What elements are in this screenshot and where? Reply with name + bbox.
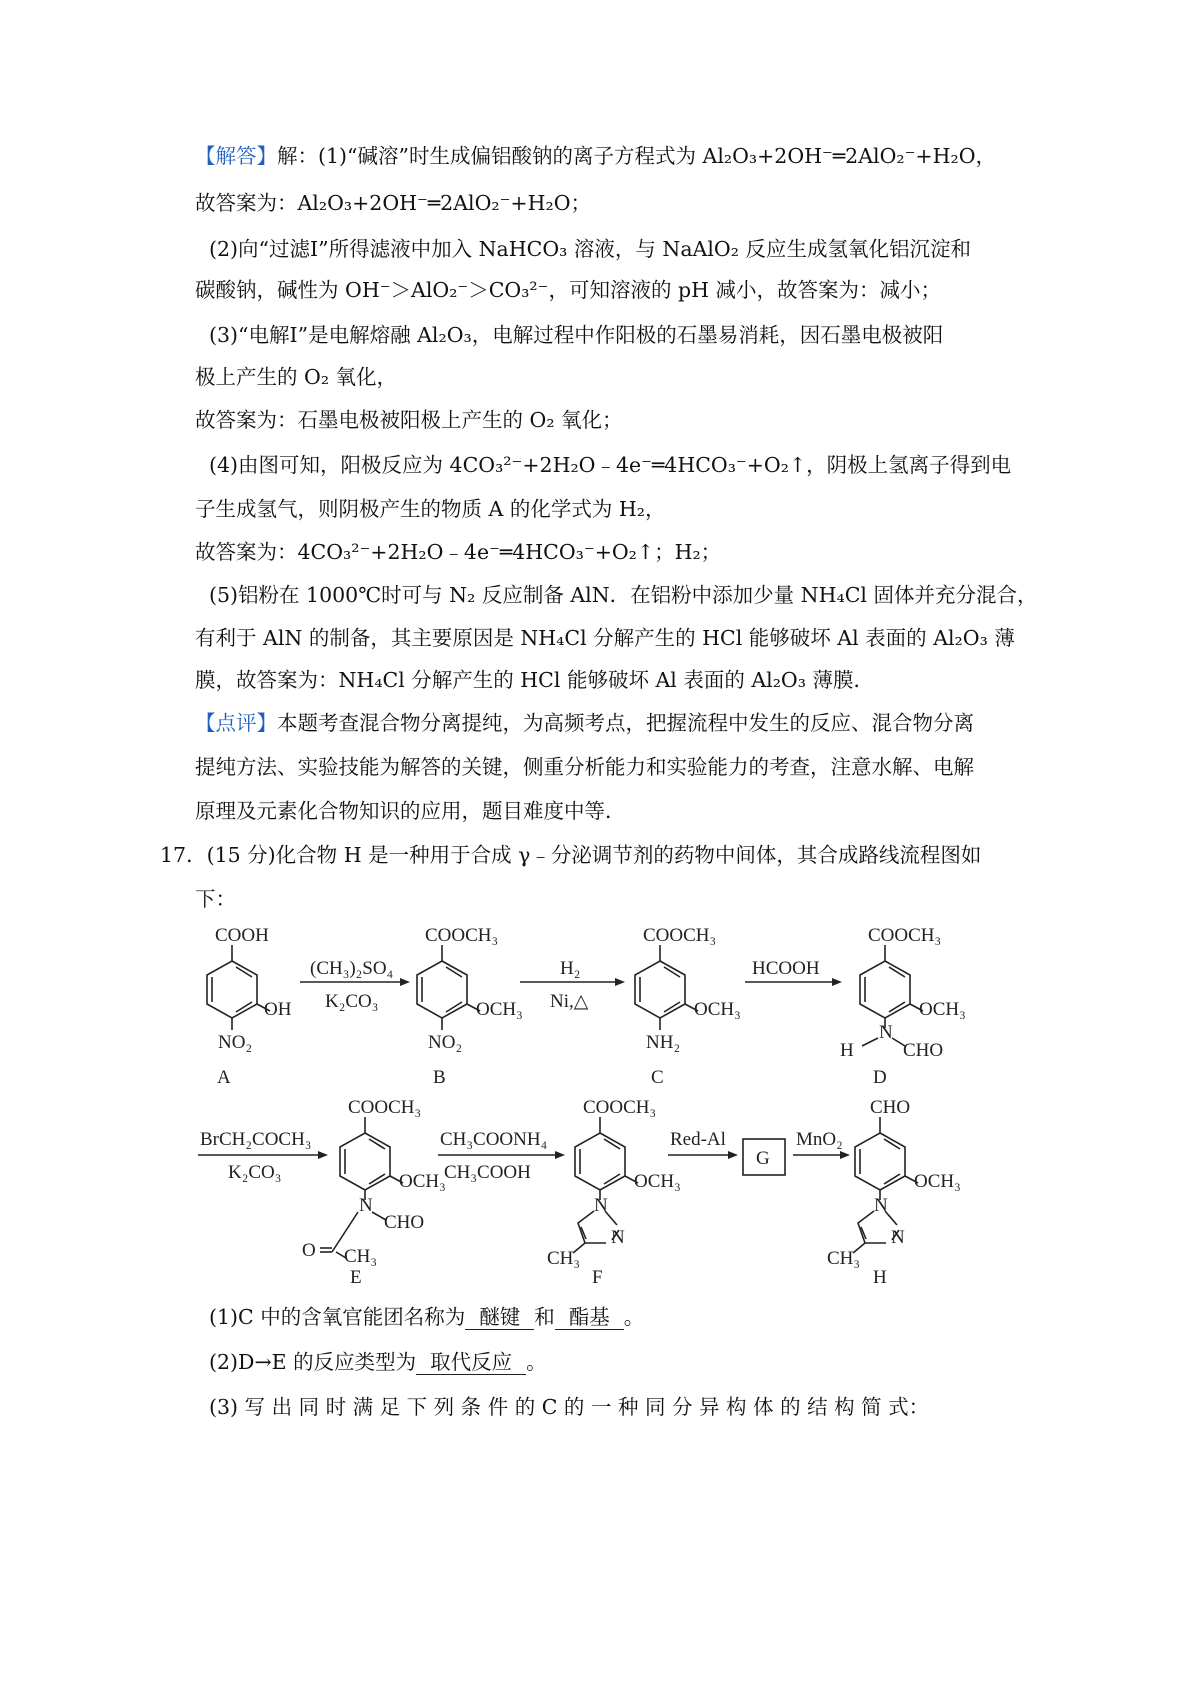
comment-line-1: [195, 708, 974, 738]
reagent-ab-bot: K₂CO₃: [325, 991, 379, 1012]
compound-c-structure: [635, 945, 698, 1030]
e-cho: CHO: [384, 1212, 425, 1233]
label-d: D: [873, 1067, 887, 1088]
comment-line-3: 原理及元素化合物知识的应用，题目难度中等．: [195, 799, 626, 823]
b-cooch3: COOCH₃: [425, 925, 499, 946]
reagent-ef-top: CH₃COONH₄: [440, 1129, 548, 1150]
answer-line-12: 有利于 AlN 的制备，其主要原因是 NH₄Cl 分解产生的 HCl 能够破坏 Al 表面的 Al₂O₃ 薄: [195, 626, 1015, 650]
q2-prefix: (2)D→E 的反应类型为: [209, 1350, 417, 1374]
label-e: E: [350, 1267, 362, 1288]
answer-line-11: (5)铝粉在 1000℃时可与 N₂ 反应制备 AlN．在铝粉中添加少量 NH₄Cl 固体并充分混合，: [209, 583, 1038, 607]
reagent-ab-top: (CH₃)₂SO₄: [310, 958, 394, 979]
compound-h-structure: [853, 1117, 918, 1253]
reagent-cd-top: HCOOH: [752, 958, 820, 979]
answer-text-1: 解：(1)“碱溶”时生成偏铝酸钠的离子方程式为 Al₂O₃+2OH⁻═2AlO₂⁻+H₂O，: [277, 144, 997, 168]
label-b: B: [433, 1067, 446, 1088]
h-n1: N: [874, 1195, 888, 1216]
d-cho: CHO: [903, 1040, 944, 1061]
reagent-bc-bot: Ni,△: [550, 991, 589, 1012]
answer-line-10: 故答案为：4CO₃²⁻+2H₂O﹣4e⁻═4HCO₃⁻+O₂↑；H₂；: [195, 540, 722, 564]
answer-tag: 【解答】: [195, 144, 277, 168]
synthesis-scheme-row1: [180, 915, 1180, 1095]
q1-answer-1: 醚键: [465, 1305, 534, 1330]
e-cooch3: COOCH₃: [348, 1097, 422, 1118]
label-f: F: [592, 1267, 603, 1288]
compound-a-structure: [207, 945, 270, 1030]
compound-b-structure: [417, 945, 480, 1030]
a-oh: OH: [264, 999, 292, 1020]
h-och3: OCH₃: [914, 1171, 961, 1192]
question-line-2: 下：: [195, 887, 236, 911]
e-ch3: CH₃: [344, 1246, 378, 1267]
q1-mid: 和: [534, 1305, 555, 1329]
comment-line-2: 提纯方法、实验技能为解答的关键，侧重分析能力和实验能力的考查，注意水解、电解: [195, 755, 974, 779]
question-line-1: 17．(15 分)化合物 H 是一种用于合成 γ﹣分泌调节剂的药物中间体，其合成路线流程图如: [160, 843, 982, 867]
h-ch3: CH₃: [827, 1248, 861, 1269]
d-n: N: [879, 1022, 893, 1043]
answer-line-8: (4)由图可知，阳极反应为 4CO₃²⁻+2H₂O﹣4e⁻═4HCO₃⁻+O₂↑，阴极上氢离子得到电: [209, 453, 1012, 477]
reagent-de-top: BrCH₂COCH₃: [200, 1129, 312, 1150]
f-och3: OCH₃: [634, 1171, 681, 1192]
f-n1: N: [594, 1195, 608, 1216]
label-c: C: [651, 1067, 664, 1088]
subquestion-1: [209, 1302, 644, 1332]
answer-line-1: [195, 141, 996, 171]
b-no2: NO₂: [428, 1032, 463, 1053]
a-no2: NO₂: [218, 1032, 253, 1053]
q2-answer: 取代反应: [416, 1350, 526, 1375]
c-nh2: NH₂: [646, 1032, 681, 1053]
label-h: H: [873, 1267, 887, 1288]
comment-text-1: 本题考查混合物分离提纯，为高频考点，把握流程中发生的反应、混合物分离: [277, 711, 974, 735]
c-och3: OCH₃: [694, 999, 741, 1020]
e-och3: OCH₃: [399, 1171, 446, 1192]
answer-line-4: 碳酸钠，碱性为 OH⁻＞AlO₂⁻＞CO₃²⁻，可知溶液的 pH 减小，故答案为：减小；: [195, 278, 942, 302]
answer-line-7: 故答案为：石墨电极被阳极上产生的 O₂ 氧化；: [195, 408, 623, 432]
subquestion-2: [209, 1347, 547, 1377]
c-cooch3: COOCH₃: [643, 925, 717, 946]
answer-line-2: 故答案为：Al₂O₃+2OH⁻═2AlO₂⁻+H₂O；: [195, 191, 591, 215]
label-a: A: [217, 1067, 231, 1088]
synthesis-scheme-row2: [180, 1090, 1180, 1300]
subquestion-3: (3) 写 出 同 时 满 足 下 列 条 件 的 C 的 一 种 同 分 异 构 体 的 结 构 简 式：: [209, 1395, 930, 1419]
reagent-de-bot: K₂CO₃: [228, 1162, 282, 1183]
answer-line-13: 膜，故答案为：NH₄Cl 分解产生的 HCl 能够破坏 Al 表面的 Al₂O₃ 薄膜．: [195, 668, 874, 692]
reagent-gh-top: MnO₂: [796, 1129, 843, 1150]
d-cooch3: COOCH₃: [868, 925, 942, 946]
q1-prefix: (1)C 中的含氧官能团名称为: [209, 1305, 466, 1329]
reagent-ef-bot: CH₃COOH: [444, 1162, 531, 1183]
compound-f-structure: [573, 1117, 638, 1253]
answer-line-5: (3)“电解Ⅰ”是电解熔融 Al₂O₃，电解过程中作阳极的石墨易消耗，因石墨电极被阳: [209, 323, 944, 347]
q1-suffix: 。: [623, 1305, 645, 1329]
f-n2: N: [611, 1227, 625, 1248]
reagent-bc-top: H₂: [560, 958, 581, 979]
e-n: N: [359, 1195, 373, 1216]
f-ch3: CH₃: [547, 1248, 581, 1269]
e-o: O: [302, 1240, 316, 1261]
q2-suffix: 。: [526, 1350, 547, 1374]
h-cho: CHO: [870, 1097, 911, 1118]
answer-line-6: 极上产生的 O₂ 氧化，: [195, 365, 398, 389]
d-h: H: [840, 1040, 854, 1061]
f-cooch3: COOCH₃: [583, 1097, 657, 1118]
d-och3: OCH₃: [919, 999, 966, 1020]
b-och3: OCH₃: [476, 999, 523, 1020]
a-cooh: COOH: [215, 925, 269, 946]
comment-tag: 【点评】: [195, 711, 277, 735]
reagent-fg-top: Red-Al: [670, 1129, 726, 1150]
label-g: G: [756, 1148, 770, 1169]
h-n2: N: [891, 1227, 905, 1248]
compound-e-structure: [320, 1117, 403, 1258]
answer-line-3: (2)向“过滤Ⅰ”所得滤液中加入 NaHCO₃ 溶液，与 NaAlO₂ 反应生成氢氧化铝沉淀和: [209, 237, 971, 261]
q1-answer-2: 酯基: [555, 1305, 624, 1330]
answer-line-9: 子生成氢气，则阴极产生的物质 A 的化学式为 H₂，: [195, 497, 666, 521]
